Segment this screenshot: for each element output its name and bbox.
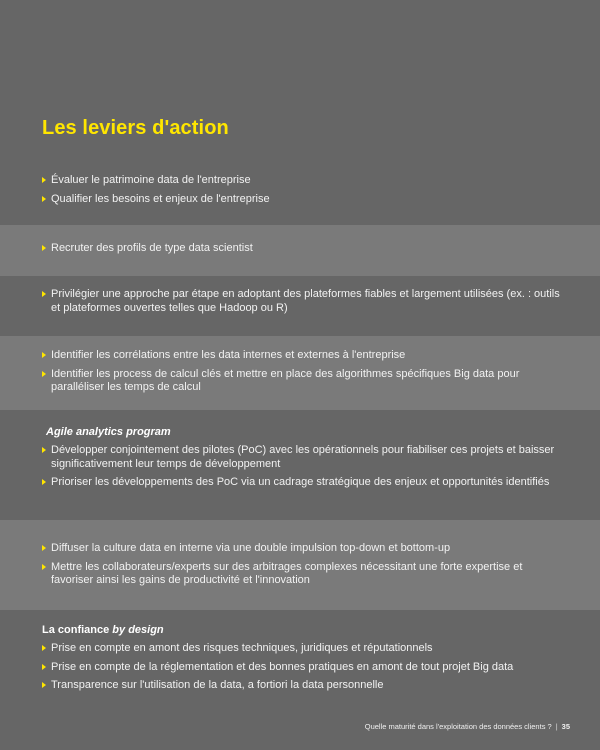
bullet-icon — [42, 682, 46, 688]
list-item: Identifier les corrélations entre les data internes et externes à l'entreprise — [42, 349, 562, 363]
section-3-list — [42, 288, 562, 315]
bullet-icon — [42, 645, 46, 651]
list-item: Prioriser les développements des PoC via un cadrage stratégique des enjeux et opportunités identifiés — [42, 476, 562, 490]
list-item: Mettre les collaborateurs/experts sur des arbitrages complexes nécessitant une forte expertise et favoriser ainsi les gains de productivité et l'innovation — [42, 561, 562, 588]
list-item: Identifier les process de calcul clés et mettre en place des algorithmes spécifiques Big data pour paralléliser les temps de calcul — [42, 368, 562, 395]
confiance-heading: La confiance by design — [42, 624, 164, 636]
list-item: Évaluer le patrimoine data de l'entreprise — [42, 174, 562, 188]
bullet-icon — [42, 564, 46, 570]
section-6-list — [42, 542, 562, 588]
list-item: Diffuser la culture data en interne via une double impulsion top-down et bottom-up — [42, 542, 562, 556]
bullet-icon — [42, 371, 46, 377]
section-4-list — [42, 349, 562, 395]
bullet-icon — [42, 352, 46, 358]
page-footer — [365, 722, 570, 731]
list-item: Privilégier une approche par étape en adoptant des plateformes fiables et largement utilisées (ex. : outils et plateformes ouvertes telles que Hadoop ou R) — [42, 288, 562, 315]
page-title: Les leviers d'action — [42, 117, 229, 139]
section-2-list — [42, 242, 562, 256]
bullet-icon — [42, 291, 46, 297]
list-item: Développer conjointement des pilotes (PoC) avec les opérationnels pour fiabiliser ces projets et baisser significativement leur temps de développement — [42, 444, 562, 471]
list-item: Prise en compte en amont des risques techniques, juridiques et réputationnels — [42, 642, 562, 656]
bullet-icon — [42, 479, 46, 485]
list-item: Recruter des profils de type data scientist — [42, 242, 562, 256]
section-1-list — [42, 174, 562, 206]
footer-separator: | — [555, 722, 558, 731]
section-5-list — [42, 444, 562, 490]
footer-text: Quelle maturité dans l'exploitation des données clients ? — [364, 722, 552, 731]
bullet-icon — [42, 545, 46, 551]
bullet-icon — [42, 245, 46, 251]
bullet-icon — [42, 177, 46, 183]
page-number: 35 — [561, 722, 570, 731]
bullet-icon — [42, 664, 46, 670]
bullet-icon — [42, 447, 46, 453]
list-item: Transparence sur l'utilisation de la data, a fortiori la data personnelle — [42, 679, 562, 693]
agile-analytics-heading: Agile analytics program — [46, 426, 171, 438]
list-item: Qualifier les besoins et enjeux de l'entreprise — [42, 193, 562, 207]
section-7-list — [42, 642, 562, 693]
list-item: Prise en compte de la réglementation et des bonnes pratiques en amont de tout projet Big data — [42, 661, 562, 675]
bullet-icon — [42, 196, 46, 202]
